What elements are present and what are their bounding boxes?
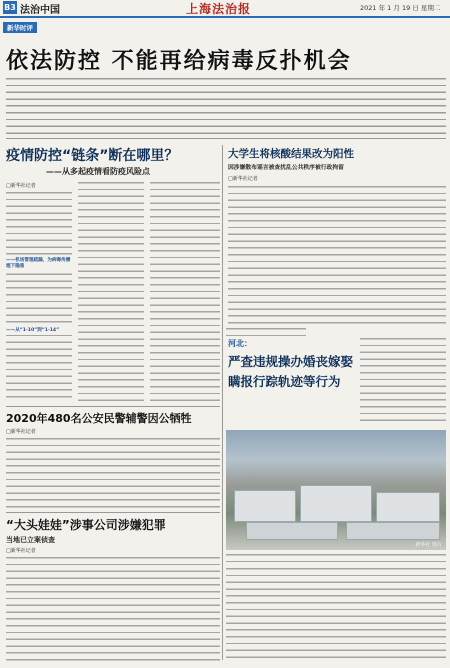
article-chain-subhead-2: ——从“1·10”到“1·14” — [6, 328, 72, 334]
article-chain-subtitle: ——从多起疫情看防疫风险点 — [46, 167, 150, 176]
news-photo — [226, 430, 446, 550]
article-hebei-title-1: 严查违规操办婚丧嫁娶 — [228, 354, 354, 369]
article-cases-title: 2020年480名公安民警辅警因公牺牲 — [6, 412, 192, 425]
article-chain-text-2 — [78, 180, 144, 402]
article-chain-title: 疫情防控“链条”断在哪里？ — [6, 148, 179, 164]
article-hebei-text-left — [226, 326, 306, 338]
article-yang-title: 大学生将核酸结果改为阳性 — [228, 148, 354, 160]
article-dolls-byline: □新华社记者 — [6, 548, 36, 554]
article-yang-byline: □新华社记者 — [228, 176, 258, 182]
section-name: 法治中国 — [20, 5, 60, 16]
divider — [6, 138, 446, 139]
issue-date: 2021 年 1 月 19 日 星期二 — [360, 4, 441, 12]
article-yang-subtitle: 因涉嫌散布谣言被查扰乱公共秩序被行政拘留 — [228, 165, 344, 171]
article-chain-byline: □新华社记者 — [6, 183, 36, 189]
commentary-body — [6, 76, 446, 134]
article-hebei-kicker: 河北： — [228, 339, 252, 348]
divider — [6, 512, 220, 513]
article-dolls-title: “大头娃娃”涉事公司涉嫌犯罪 — [6, 518, 166, 532]
commentary-tag: 新华时评 — [3, 22, 37, 33]
article-cases-byline: □新华社记者 — [6, 429, 36, 435]
divider — [6, 406, 220, 407]
article-cases-text — [6, 436, 220, 508]
article-dolls-text — [6, 555, 220, 662]
photo-credit: 新华社 图片 — [415, 542, 442, 548]
column-divider — [222, 145, 223, 660]
article-hebei-text-right — [360, 336, 446, 426]
article-hebei-title-2: 瞒报行踪轨迹等行为 — [228, 374, 341, 389]
article-chain-subhead-1: ——机场管理疏漏，为病毒传播埋下隐患 — [6, 258, 71, 269]
newspaper-logo: 上海法治报 — [186, 2, 252, 16]
main-headline: 依法防控 不能再给病毒反扑机会 — [6, 49, 352, 74]
article-yang-text — [228, 184, 446, 324]
article-hebei-body — [226, 566, 446, 662]
photo-caption — [226, 552, 446, 562]
article-chain-text-3 — [150, 180, 220, 402]
article-dolls-subtitle: 当地已立案侦查 — [6, 536, 55, 544]
page-number-badge: B3 — [4, 3, 16, 12]
article-chain-text-1 — [6, 190, 72, 402]
